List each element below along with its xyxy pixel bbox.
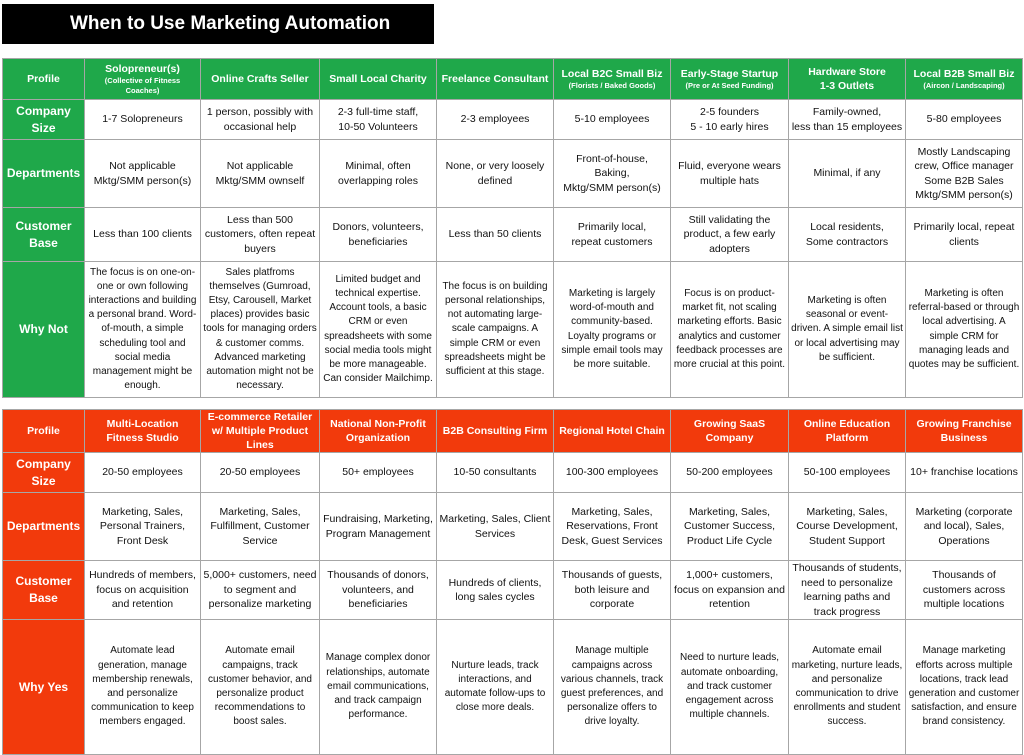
profile-name: Freelance Consultant bbox=[441, 73, 549, 85]
profile-name: Solopreneur(s) bbox=[105, 63, 180, 75]
why-yes-cell: Automate email marketing, nurture leads, and personalize communication to drive enrollments and student success. bbox=[789, 620, 906, 755]
row-label-profile: Profile bbox=[3, 410, 85, 453]
departments-cell: Fluid, everyone wears multiple hats bbox=[671, 140, 789, 208]
departments-cell: Marketing, Sales, Personal Trainers, Front Desk bbox=[85, 493, 201, 561]
customer-base-row bbox=[3, 208, 1023, 262]
company-size-row bbox=[3, 100, 1023, 140]
company-size-cell: 20-50 employees bbox=[201, 453, 320, 493]
profile-header bbox=[906, 410, 1023, 453]
departments-cell: Minimal, if any bbox=[789, 140, 906, 208]
departments-cell: Marketing (corporate and local), Sales, Operations bbox=[906, 493, 1023, 561]
why-not-cell: Marketing is largely word-of-mouth and community-based. Loyalty programs or simple email tools may be more suitable. bbox=[554, 262, 671, 398]
customer-base-cell: Primarily local, repeat customers bbox=[554, 208, 671, 262]
why-not-cell: The focus is on building personal relationships, not automating large-scale campaigns. A simple CRM or even spreadsheets might be sufficient at this stage. bbox=[437, 262, 554, 398]
profile-name: Growing Franchise Business bbox=[916, 418, 1012, 444]
why-not-cell: Sales platfroms themselves (Gumroad, Etsy, Carousell, Market places) provides basic tools for managing orders & customer comms. Advanced marketing automation might not be necessary. bbox=[201, 262, 320, 398]
company-size-cell: 2-3 employees bbox=[437, 100, 554, 140]
why-not-cell: Marketing is often referral-based or through local advertising. A simple CRM for managing leads and quotes may be sufficient. bbox=[906, 262, 1023, 398]
customer-base-cell: Thousands of guests, both leisure and corporate bbox=[554, 561, 671, 620]
departments-cell: Fundraising, Marketing, Program Management bbox=[320, 493, 437, 561]
why-not-cell: Limited budget and technical expertise. Account tools, a basic CRM or even spreadsheets with some social media tools might be more manageable. Can consider Mailchimp. bbox=[320, 262, 437, 398]
profile-name: Local B2B Small Biz bbox=[913, 68, 1015, 80]
departments-cell: None, or very loosely defined bbox=[437, 140, 554, 208]
profile-header bbox=[554, 59, 671, 100]
customer-base-cell: Thousands of customers across multiple locations bbox=[906, 561, 1023, 620]
departments-cell: Minimal, often overlapping roles bbox=[320, 140, 437, 208]
company-size-cell: 50+ employees bbox=[320, 453, 437, 493]
customer-base-cell: Hundreds of clients, long sales cycles bbox=[437, 561, 554, 620]
profile-name: Multi-Location Fitness Studio bbox=[106, 418, 179, 444]
company-size-row bbox=[3, 453, 1023, 493]
row-label-customer-base: Customer Base bbox=[3, 561, 85, 620]
departments-cell: Front-of-house, Baking, Mktg/SMM person(s) bbox=[554, 140, 671, 208]
company-size-cell: 50-100 employees bbox=[789, 453, 906, 493]
departments-cell: Marketing, Sales, Course Development, Student Support bbox=[789, 493, 906, 561]
customer-base-cell: Local residents, Some contractors bbox=[789, 208, 906, 262]
profile-row bbox=[3, 59, 1023, 100]
row-label-why-not: Why Not bbox=[3, 262, 85, 398]
profile-name: Local B2C Small Biz bbox=[561, 68, 663, 80]
customer-base-row bbox=[3, 561, 1023, 620]
departments-cell: Marketing, Sales, Client Services bbox=[437, 493, 554, 561]
profile-header bbox=[437, 59, 554, 100]
customer-base-cell: Donors, volunteers, beneficiaries bbox=[320, 208, 437, 262]
customer-base-cell: 5,000+ customers, need to segment and personalize marketing bbox=[201, 561, 320, 620]
profile-header bbox=[789, 59, 906, 100]
company-size-cell: 5-80 employees bbox=[906, 100, 1023, 140]
company-size-cell: 5-10 employees bbox=[554, 100, 671, 140]
profile-header bbox=[906, 59, 1023, 100]
departments-cell: Marketing, Sales, Fulfillment, Customer Service bbox=[201, 493, 320, 561]
company-size-cell: 10-50 consultants bbox=[437, 453, 554, 493]
row-label-company-size: Company Size bbox=[3, 100, 85, 140]
profile-header bbox=[85, 59, 201, 100]
profile-subtitle: (Pre or At Seed Funding) bbox=[685, 81, 774, 90]
why-not-cell: Focus is on product-market fit, not scaling marketing efforts. Basic analytics and customer feedback processes are more crucial at this point. bbox=[671, 262, 789, 398]
why-yes-cell: Automate lead generation, manage membership renewals, and personalize communication to keep members engaged. bbox=[85, 620, 201, 755]
why-yes-cell: Automate email campaigns, track customer behavior, and personalize product recommendations to boost sales. bbox=[201, 620, 320, 755]
departments-row bbox=[3, 493, 1023, 561]
departments-cell: Marketing, Sales, Customer Success, Product Life Cycle bbox=[671, 493, 789, 561]
profile-name: B2B Consulting Firm bbox=[442, 425, 548, 437]
company-size-cell: 1 person, possibly with occasional help bbox=[201, 100, 320, 140]
why-yes-cell: Manage complex donor relationships, automate email communications, and track campaign performance. bbox=[320, 620, 437, 755]
row-label-departments: Departments bbox=[3, 493, 85, 561]
customer-base-cell: Less than 100 clients bbox=[85, 208, 201, 262]
departments-cell: Not applicable Mktg/SMM person(s) bbox=[85, 140, 201, 208]
profile-header bbox=[85, 410, 201, 453]
company-size-cell: 20-50 employees bbox=[85, 453, 201, 493]
customer-base-cell: 1,000+ customers, focus on expansion and retention bbox=[671, 561, 789, 620]
profile-header bbox=[201, 410, 320, 453]
profile-header bbox=[789, 410, 906, 453]
profile-row bbox=[3, 410, 1023, 453]
row-label-departments: Departments bbox=[3, 140, 85, 208]
why-yes-cell: Need to nurture leads, automate onboarding, and track customer engagement across multiple channels. bbox=[671, 620, 789, 755]
page-title: When to Use Marketing Automation bbox=[2, 4, 434, 44]
why-yes-row bbox=[3, 620, 1023, 755]
profile-header bbox=[671, 410, 789, 453]
why-yes-table bbox=[2, 409, 1023, 755]
departments-cell: Not applicable Mktg/SMM ownself bbox=[201, 140, 320, 208]
why-yes-cell: Nurture leads, track interactions, and automate follow-ups to close more deals. bbox=[437, 620, 554, 755]
profile-header bbox=[671, 59, 789, 100]
profile-name: Small Local Charity bbox=[329, 73, 427, 85]
profile-subtitle: (Collective of Fitness Coaches) bbox=[104, 76, 181, 95]
why-not-row bbox=[3, 262, 1023, 398]
row-label-company-size: Company Size bbox=[3, 453, 85, 493]
why-yes-cell: Manage marketing efforts across multiple locations, track lead generation and customer satisfaction, and ensure brand consistency. bbox=[906, 620, 1023, 755]
company-size-cell: 100-300 employees bbox=[554, 453, 671, 493]
customer-base-cell: Less than 50 clients bbox=[437, 208, 554, 262]
why-yes-cell: Manage multiple campaigns across various channels, track guest preferences, and personalize offers to drive loyalty. bbox=[554, 620, 671, 755]
profile-subtitle: (Aircon / Landscaping) bbox=[923, 81, 1005, 90]
profile-name: National Non-Profit Organization bbox=[330, 418, 426, 444]
customer-base-cell: Hundreds of members, focus on acquisition and retention bbox=[85, 561, 201, 620]
row-label-profile: Profile bbox=[3, 59, 85, 100]
departments-row bbox=[3, 140, 1023, 208]
row-label-customer-base: Customer Base bbox=[3, 208, 85, 262]
company-size-cell: 10+ franchise locations bbox=[906, 453, 1023, 493]
why-not-cell: Marketing is often seasonal or event-driven. A simple email list or local advertising may be sufficient. bbox=[789, 262, 906, 398]
profile-name: Online Education Platform bbox=[803, 418, 891, 444]
company-size-cell: 2-3 full-time staff, 10-50 Volunteers bbox=[320, 100, 437, 140]
company-size-cell: 50-200 employees bbox=[671, 453, 789, 493]
profile-name: Regional Hotel Chain bbox=[559, 425, 665, 437]
row-label-why-yes: Why Yes bbox=[3, 620, 85, 755]
customer-base-cell: Thousands of students, need to personalize learning paths and track progress bbox=[789, 561, 906, 620]
why-not-table bbox=[2, 58, 1023, 398]
company-size-cell: 2-5 founders 5 - 10 early hires bbox=[671, 100, 789, 140]
profile-name: Growing SaaS Company bbox=[693, 418, 766, 444]
customer-base-cell: Less than 500 customers, often repeat buyers bbox=[201, 208, 320, 262]
profile-name: Early-Stage Startup bbox=[680, 68, 779, 80]
why-not-cell: The focus is on one-on-one or own following interactions and building a personal brand. Word-of-mouth, a simple scheduling tool and social media management might be enough. bbox=[85, 262, 201, 398]
profile-header bbox=[320, 410, 437, 453]
customer-base-cell: Thousands of donors, volunteers, and beneficiaries bbox=[320, 561, 437, 620]
company-size-cell: 1-7 Solopreneurs bbox=[85, 100, 201, 140]
profile-header bbox=[320, 59, 437, 100]
profile-name: Online Crafts Seller bbox=[211, 73, 309, 85]
profile-header bbox=[437, 410, 554, 453]
departments-cell: Marketing, Sales, Reservations, Front Desk, Guest Services bbox=[554, 493, 671, 561]
customer-base-cell: Still validating the product, a few early adopters bbox=[671, 208, 789, 262]
departments-cell: Mostly Landscaping crew, Office manager Some B2B Sales Mktg/SMM person(s) bbox=[906, 140, 1023, 208]
profile-name: Hardware Store 1-3 Outlets bbox=[808, 66, 886, 92]
profile-name: E-commerce Retailer w/ Multiple Product Lines bbox=[207, 411, 313, 451]
company-size-cell: Family-owned, less than 15 employees bbox=[789, 100, 906, 140]
customer-base-cell: Primarily local, repeat clients bbox=[906, 208, 1023, 262]
profile-header bbox=[554, 410, 671, 453]
profile-subtitle: (Florists / Baked Goods) bbox=[568, 81, 656, 90]
profile-header bbox=[201, 59, 320, 100]
